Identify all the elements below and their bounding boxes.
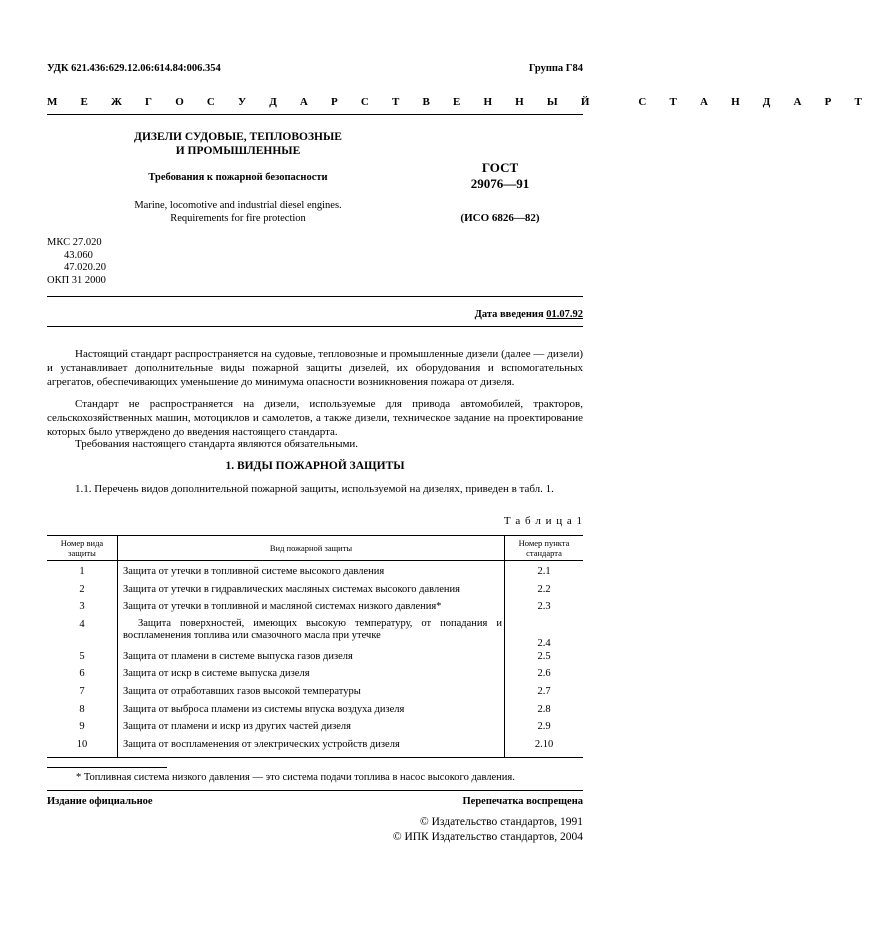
- intro-date-value: 01.07.92: [546, 309, 583, 320]
- row-number: 7: [79, 685, 85, 697]
- row-description: Защита от воспламенения от электрических устройств дизеля: [118, 738, 505, 758]
- paragraph-exclusions: Стандарт не распространяется на дизели, используемые для привода автомобилей, тракторов, сельскохозяйственных машин, мотоциклов и самолетов, а также дизели, техническое задание на проектирование которых было утверждено до введения настоящего стандарта.: [47, 398, 583, 438]
- table-row: [47, 600, 583, 618]
- row-clause: 2.10: [505, 738, 584, 758]
- iso-reference: (ИСО 6826—82): [460, 212, 540, 224]
- udk-code: УДК 621.436:629.12.06:614.84:006.354: [47, 63, 221, 74]
- row-number: 3: [79, 601, 85, 613]
- copyright-2004: © ИПК Издательство стандартов, 2004: [392, 831, 583, 843]
- section-heading: 1. ВИДЫ ПОЖАРНОЙ ЗАЩИТЫ: [225, 460, 405, 472]
- row-clause: 2.5: [537, 650, 551, 662]
- table-row: [47, 738, 583, 758]
- gost-number: 29076—91: [470, 176, 530, 191]
- row-description: Защита от утечки в гидравлических масляных системах высокого давления: [118, 583, 505, 601]
- row-clause: 2.6: [537, 668, 551, 680]
- row-number: 2: [79, 583, 85, 595]
- date-rule: [47, 326, 583, 327]
- row-number: 1: [79, 566, 85, 577]
- row-description: Защита от выброса пламени из системы впуска воздуха дизеля: [118, 703, 505, 721]
- row-description: Защита поверхностей, имеющих высокую температуру, от попадания и воспламенения топлива или смазочного масла при утечке: [118, 618, 505, 650]
- section-paragraph: 1.1. Перечень видов дополнительной пожарной защиты, используемой на дизелях, приведен в табл. 1.: [75, 483, 554, 495]
- table-row: [47, 650, 583, 668]
- header-protection-type: Вид пожарной защиты: [118, 536, 505, 561]
- table-row: [47, 720, 583, 738]
- footnote-rule: [47, 767, 167, 768]
- group-code: Группа Г84: [528, 63, 583, 74]
- table-row: [47, 703, 583, 721]
- row-number: 8: [79, 703, 85, 715]
- row-description: Защита от утечки в топливной и масляной системах низкого давления*: [118, 600, 505, 618]
- paragraph-mandatory: Требования настоящего стандарта являются обязательными.: [75, 438, 359, 450]
- row-clause: 2.8: [537, 703, 551, 715]
- classification-rule: [47, 296, 583, 297]
- table-row: [47, 685, 583, 703]
- intro-date: [475, 308, 583, 321]
- subtitle: Требования к пожарной безопасности: [148, 172, 328, 183]
- table-header-row: [47, 536, 583, 561]
- footnote: * Топливная система низкого давления — это система подачи топлива в насос высокого давления.: [76, 772, 515, 783]
- reprint-notice: Перепечатка воспрещена: [462, 796, 583, 807]
- header-clause-number: Номер пункта стандарта: [505, 536, 584, 561]
- row-number: 6: [79, 668, 85, 680]
- header-rule: [47, 114, 583, 115]
- row-clause: 2.3: [537, 601, 551, 613]
- table-row: [47, 565, 583, 583]
- row-description: Защита от пламени и искр из других частей дизеля: [118, 720, 505, 738]
- row-clause: 2.9: [537, 721, 551, 733]
- row-description: Защита от пламени в системе выпуска газов дизеля: [118, 650, 505, 668]
- row-clause: 2.1: [537, 566, 551, 577]
- english-title-line-2: Requirements for fire protection: [170, 213, 306, 224]
- row-description: Защита от отработавших газов высокой температуры: [118, 685, 505, 703]
- okp-code: ОКП 31 2000: [47, 274, 106, 286]
- mks-code-2: 43.060: [64, 249, 93, 261]
- mks-code-1: МКС 27.020: [47, 237, 102, 248]
- row-clause: 2.2: [537, 583, 551, 595]
- row-number: 5: [79, 650, 85, 662]
- title-line-2: И ПРОМЫШЛЕННЫЕ: [175, 145, 301, 157]
- header-protection-number: Номер вида защиты: [47, 536, 118, 561]
- table-row: [47, 618, 583, 650]
- english-title: [108, 199, 368, 225]
- title-block: [108, 130, 368, 158]
- row-number: 10: [47, 738, 118, 758]
- gost-block: [425, 160, 575, 192]
- gost-label: ГОСТ: [481, 160, 519, 175]
- intro-date-label: Дата введения: [474, 309, 544, 320]
- row-description: Защита от искр в системе выпуска дизеля: [118, 667, 505, 685]
- standard-type: М Е Ж Г О С У Д А Р С Т В Е Н Н Ы Й С Т А Н Д А Р Т: [47, 96, 872, 108]
- paragraph-scope: Настоящий стандарт распространяется на судовые, тепловозные и промышленные дизели (далее — дизели) и устанавливает дополнительные виды пожарной защиты дизелей, их оборудования и вспомогательных агрегатов, обеспечивающих уменьшение до минимума опасности возникновения пожара от дизеля.: [47, 348, 583, 388]
- copyright-block: [393, 815, 583, 845]
- fire-protection-table: [47, 535, 583, 758]
- row-number: 9: [79, 721, 85, 733]
- mks-code-3: 47.020.20: [64, 262, 106, 273]
- table-row: [47, 583, 583, 601]
- official-edition: Издание официальное: [47, 796, 153, 807]
- row-clause: 2.4: [537, 637, 551, 649]
- classification-codes: [47, 237, 106, 287]
- english-title-line-1: Marine, locomotive and industrial diesel engines.: [134, 200, 342, 211]
- title-line-1: ДИЗЕЛИ СУДОВЫЕ, ТЕПЛОВОЗНЫЕ: [134, 131, 342, 143]
- table-caption: Т а б л и ц а 1: [503, 515, 583, 527]
- row-description: Защита от утечки в топливной системе высокого давления: [118, 565, 505, 583]
- row-number: 4: [79, 618, 85, 630]
- copyright-1991: © Издательство стандартов, 1991: [419, 816, 583, 828]
- row-clause: 2.7: [537, 685, 551, 697]
- table-row: [47, 667, 583, 685]
- footer-rule: [47, 790, 583, 791]
